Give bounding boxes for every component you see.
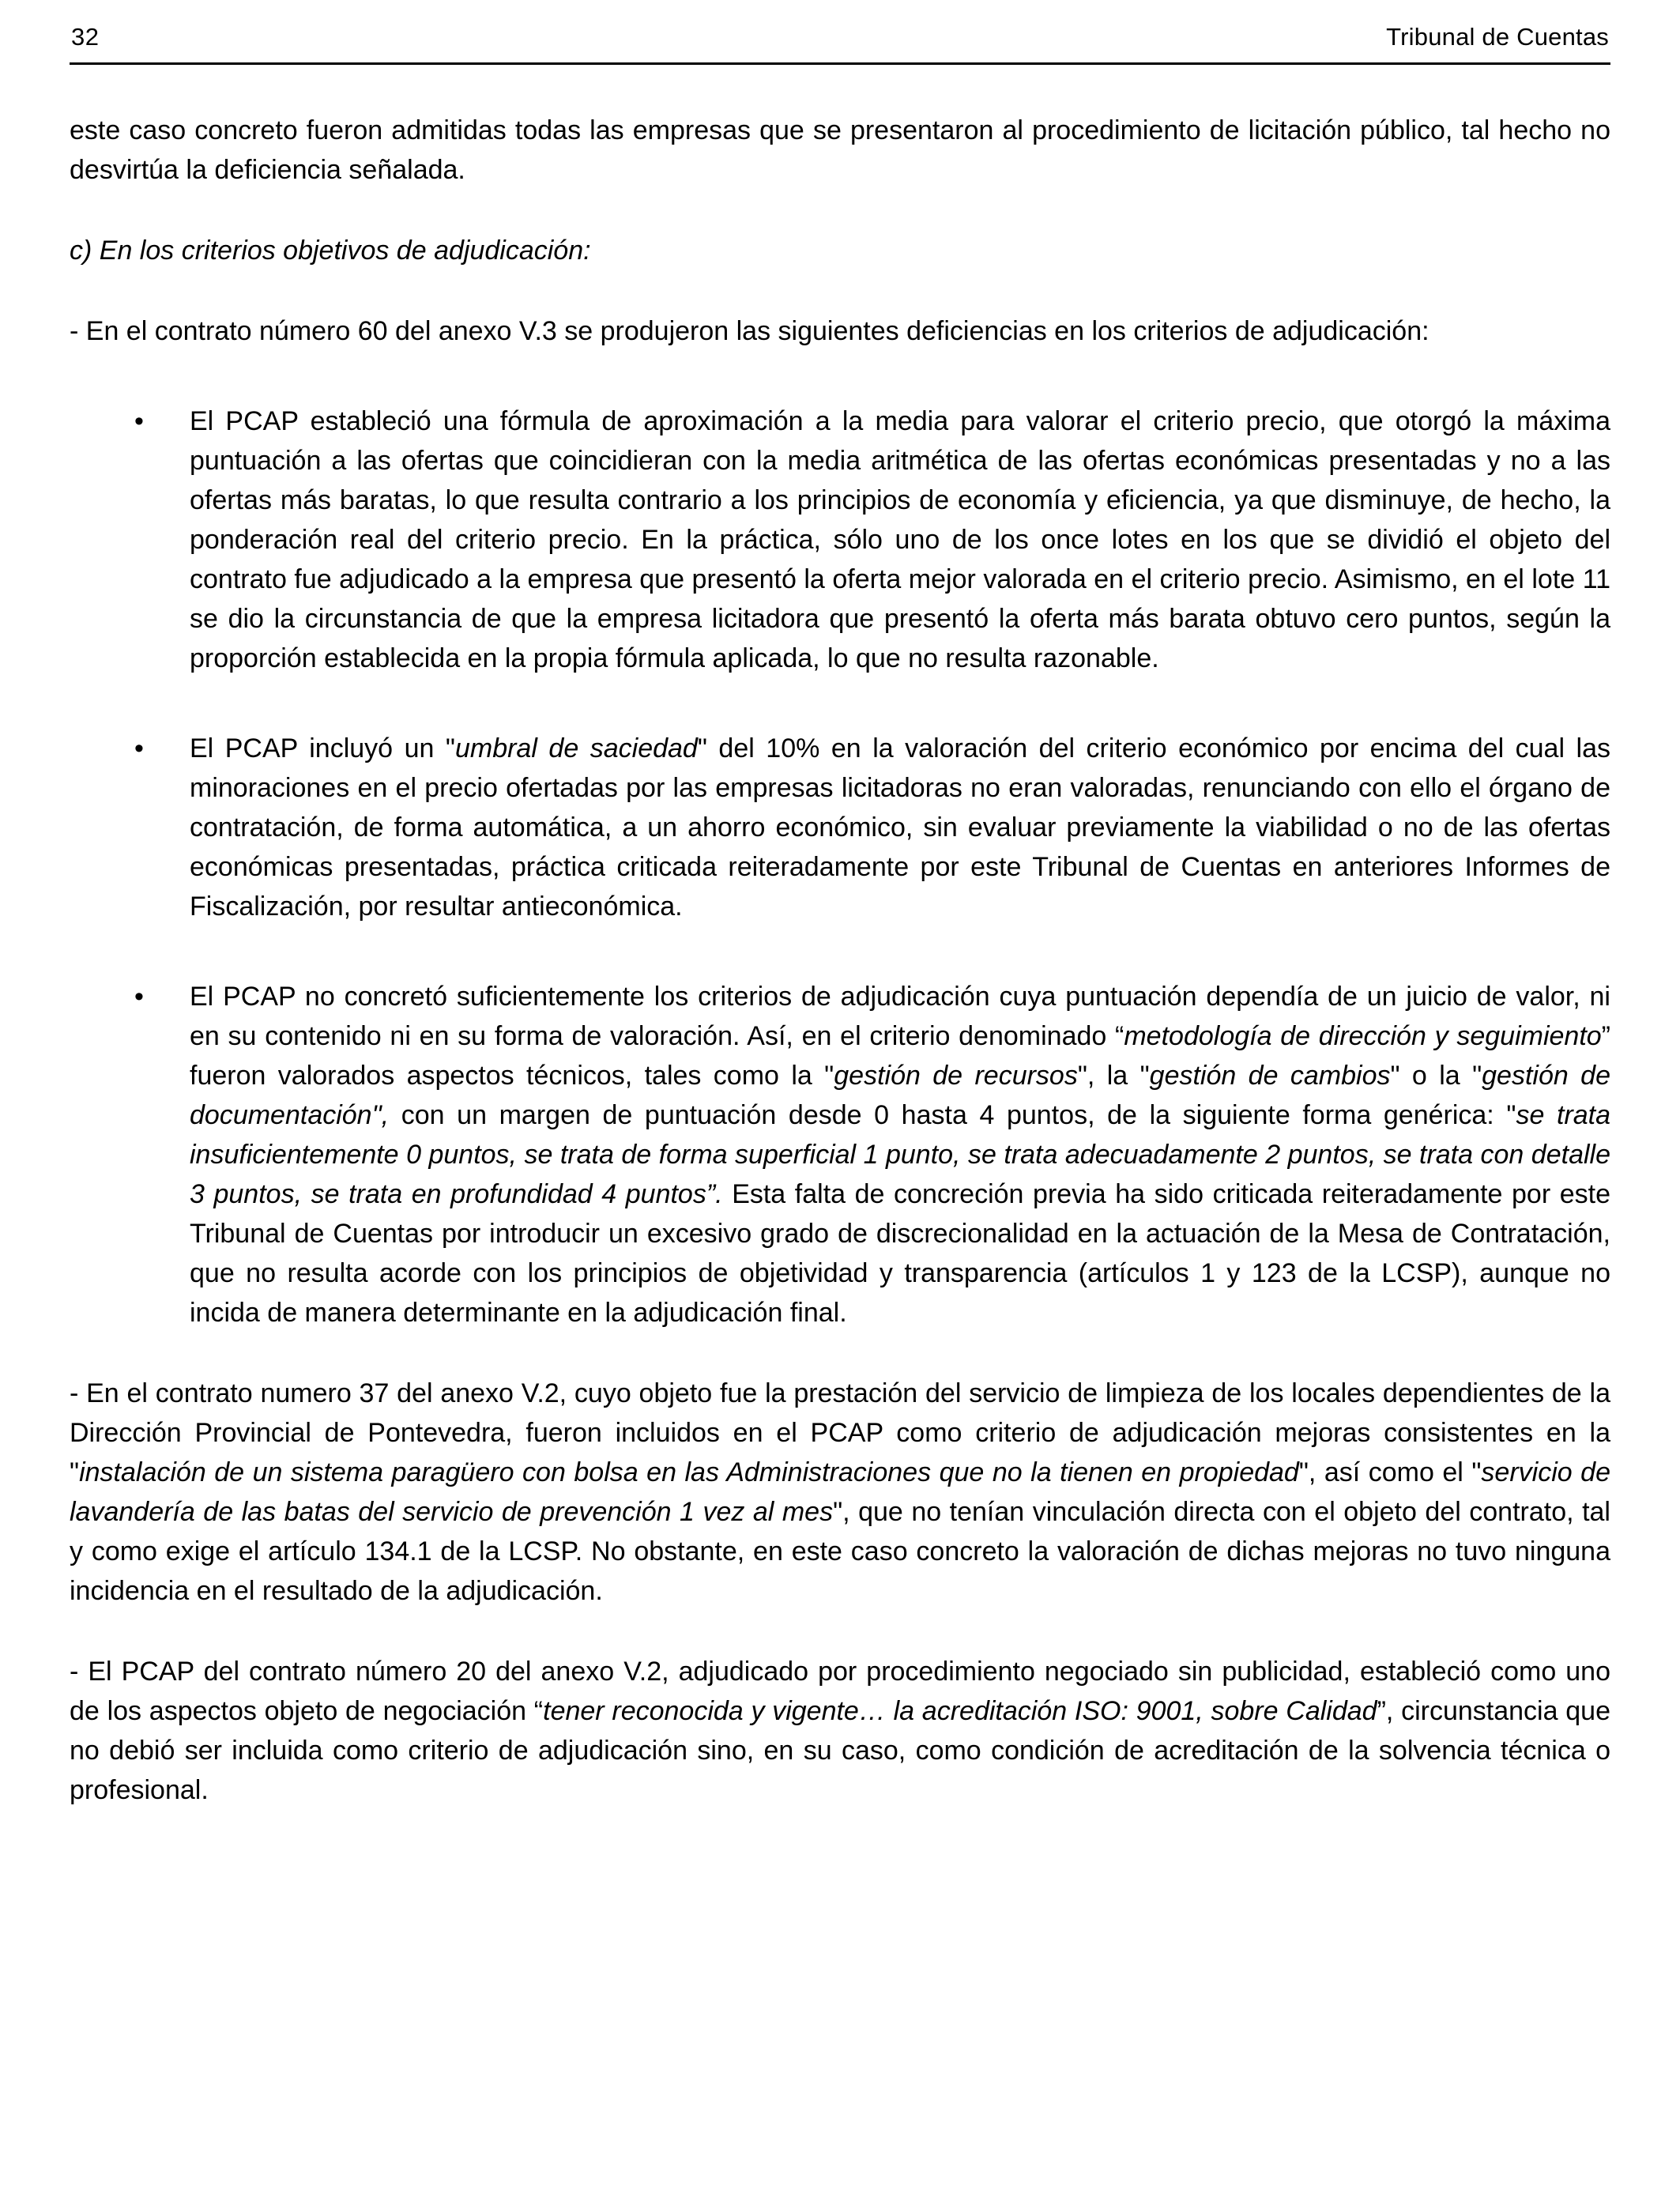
text-run: servicio de lavandería de las batas del servicio de prevención 1 vez al mes — [70, 1457, 1618, 1528]
text-run: - El PCAP del contrato número 20 del anexo V.2, adjudicado por procedimiento negociado sin publicidad, estableció como uno de los aspectos objeto de negociación “ — [70, 1657, 1618, 1727]
text-run: ”, circunstancia que no debió ser incluida como criterio de adjudicación sino, en su caso, como condición de acreditación de la solvencia técnica o profesional. — [70, 1696, 1618, 1806]
text-run: " del 10% en la valoración del criterio económico por encima del cual las minoraciones en el precio ofertadas por las empresas licitadoras no eran valoradas, renunciando con ello el órgano de contratación, de forma automática, a un ahorro económico, sin evaluar previamente la viabilidad o no de las ofertas económicas presentadas, práctica criticada reiteradamente por este Tribunal de Cuentas en anteriores Informes de Fiscalización, por resultar antieconómica. — [190, 733, 1618, 922]
page-header — [70, 19, 1610, 65]
text-run: gestión de documentación", — [190, 1061, 1618, 1131]
text-run: gestión de recursos — [834, 1061, 1078, 1091]
header-title: Tribunal de Cuentas — [1386, 23, 1609, 51]
paragraph — [70, 231, 1610, 270]
page-number: 32 — [71, 23, 100, 51]
text-run: - En el contrato número 60 del anexo V.3 se produjeron las siguientes deficiencias en los criterios de adjudicación: — [70, 316, 1430, 347]
text-run: metodología de dirección y seguimiento — [1124, 1021, 1602, 1052]
bullet-marker-icon: • — [134, 733, 144, 764]
text-run: ” fueron valorados aspectos técnicos, tales como la " — [190, 1021, 1618, 1091]
text-run: ", así como el " — [1298, 1457, 1482, 1488]
text-run: tener reconocida y vigente… la acreditación ISO: 9001, sobre Calidad — [543, 1696, 1377, 1727]
bullet-item — [70, 401, 1618, 678]
text-run: se trata insuficientemente 0 puntos, se trata de forma superficial 1 punto, se trata adecuadamente 2 puntos, se trata con detalle 3 puntos, se trata en profundidad 4 puntos”. — [190, 1100, 1618, 1210]
paragraph — [70, 111, 1618, 190]
paragraph — [70, 1652, 1618, 1810]
text-run: este caso concreto fueron admitidas todas las empresas que se presentaron al procedimiento de licitación público, tal hecho no desvirtúa la deficiencia señalada. — [70, 115, 1618, 186]
bullet-item — [70, 729, 1618, 926]
text-run: El PCAP estableció una fórmula de aproximación a la media para valorar el criterio precio, que otorgó la máxima puntuación a las ofertas que coincidieran con la media aritmética de las ofertas económicas presentadas y no a las ofertas más baratas, lo que resulta contrario a los principios de economía y eficiencia, ya que disminuye, de hecho, la ponderación real del criterio precio. En la práctica, sólo uno de los once lotes en los que se dividió el objeto del contrato fue adjudicado a la empresa que presentó la oferta mejor valorada en el criterio precio. Asimismo, en el lote 11 se dio la circunstancia de que la empresa licitadora que presentó la oferta más barata obtuvo cero puntos, según la proporción establecida en la propia fórmula aplicada, lo que no resulta razonable. — [190, 406, 1618, 674]
text-run: con un margen de puntuación desde 0 hasta 4 puntos, de la siguiente forma genérica: " — [389, 1100, 1516, 1131]
text-run: umbral de saciedad — [454, 733, 698, 764]
text-run: gestión de cambios — [1149, 1061, 1391, 1091]
text-run: " o la " — [1390, 1061, 1482, 1091]
bullet-marker-icon: • — [134, 982, 144, 1012]
bullet-marker-icon: • — [134, 406, 144, 437]
text-run: El PCAP incluyó un " — [190, 733, 455, 764]
bullet-text — [190, 977, 1618, 1333]
paragraph — [70, 311, 1610, 351]
paragraph — [70, 1374, 1618, 1611]
text-run: El PCAP no concretó suficientemente los criterios de adjudicación cuya puntuación dependía de un juicio de valor, ni en su contenido ni en su forma de valoración. Así, en el criterio denominado “ — [190, 982, 1618, 1052]
bullet-text — [190, 729, 1618, 926]
bullet-text — [190, 401, 1618, 678]
text-run: c) En los criterios objetivos de adjudicación: — [70, 236, 591, 266]
text-run: - En el contrato numero 37 del anexo V.2, cuyo objeto fue la prestación del servicio de limpieza de los locales dependientes de la Dirección Provincial de Pontevedra, fueron incluidos en el PCAP como criterio de adjudicación mejoras consistentes en la " — [70, 1378, 1618, 1488]
text-run: Esta falta de concreción previa ha sido criticada reiteradamente por este Tribunal de Cuentas por introducir un excesivo grado de discrecionalidad en la actuación de la Mesa de Contratación, que no resulta acorde con los principios de objetividad y transparencia (artículos 1 y 123 de la LCSP), aunque no incida de manera determinante en la adjudicación final. — [190, 1179, 1618, 1329]
document-body — [70, 111, 1618, 1810]
bullet-item — [70, 977, 1618, 1333]
text-run: ", la " — [1077, 1061, 1150, 1091]
text-run: instalación de un sistema paragüero con bolsa en las Administraciones que no la tienen en propiedad — [79, 1457, 1299, 1488]
text-run: ", que no tenían vinculación directa con el objeto del contrato, tal y como exige el artículo 134.1 de la LCSP. No obstante, en este caso concreto la valoración de dichas mejoras no tuvo ninguna incidencia en el resultado de la adjudicación. — [70, 1497, 1618, 1607]
